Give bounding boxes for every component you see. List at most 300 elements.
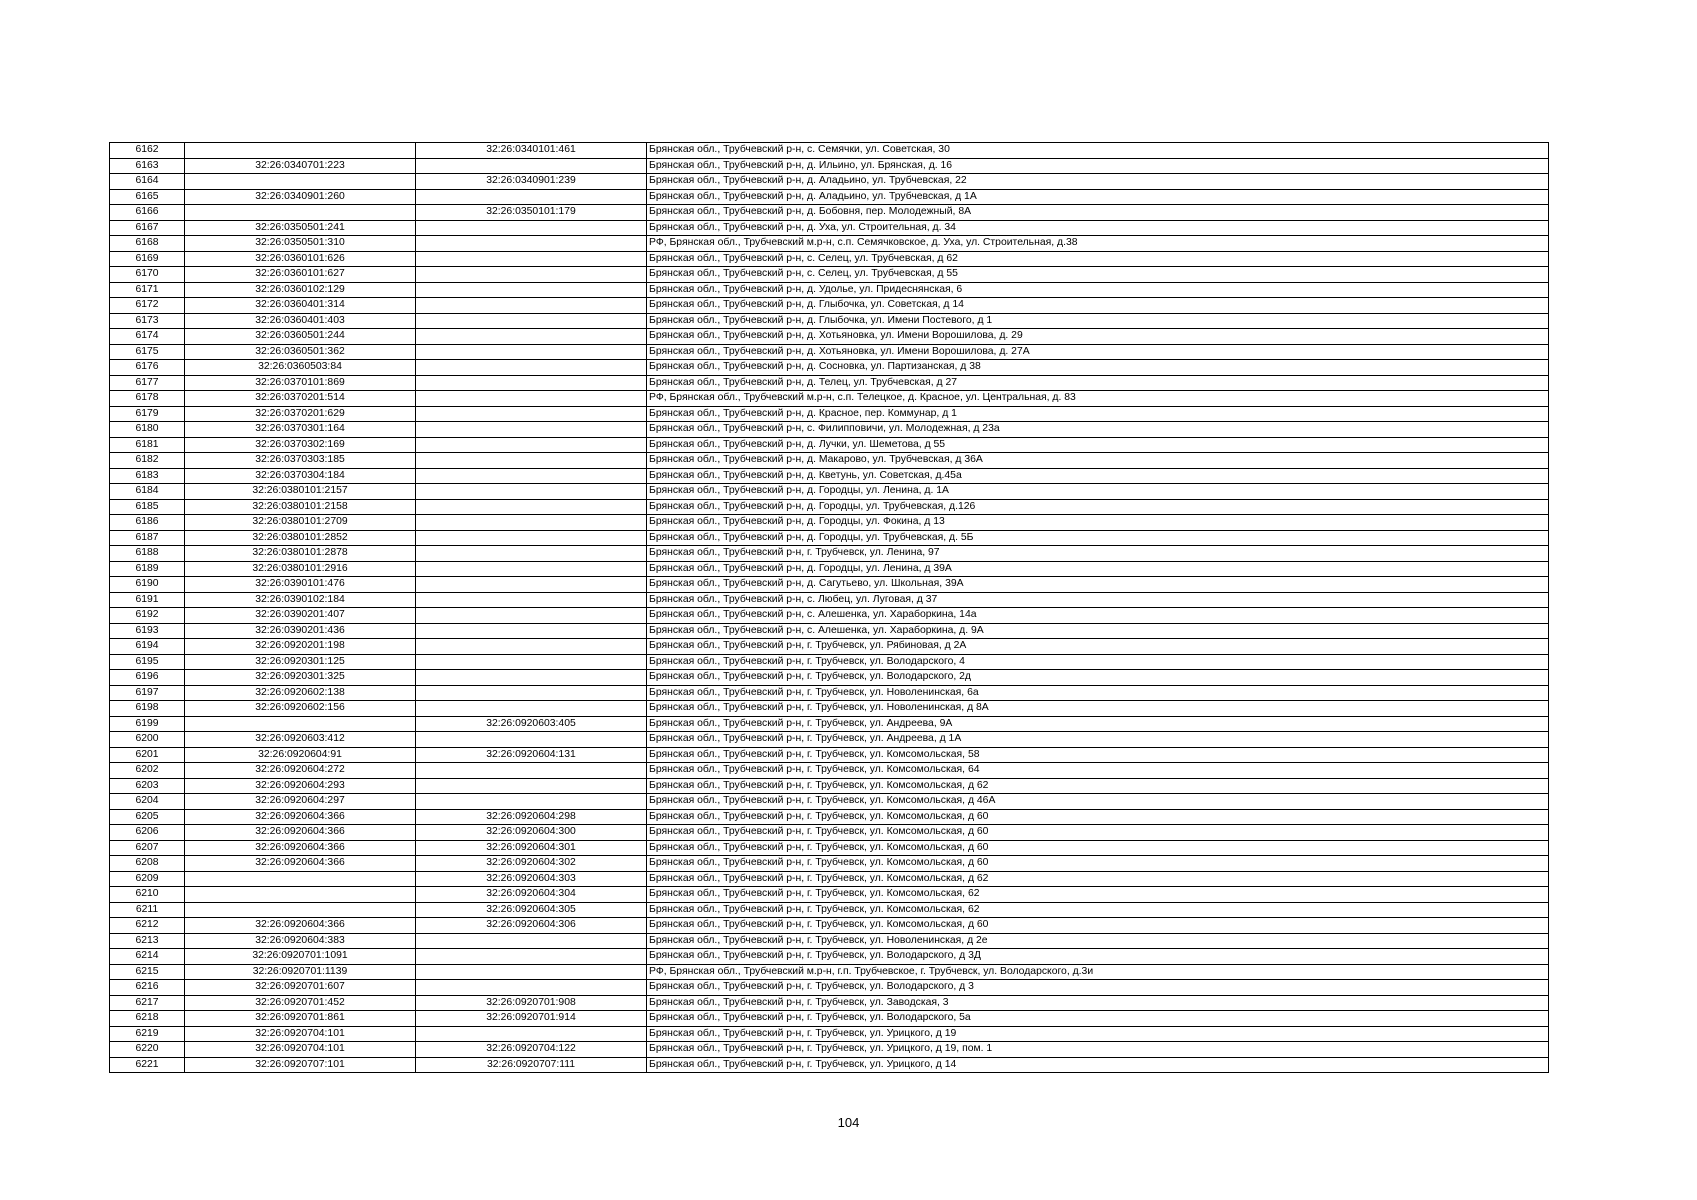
cadastral-number-cell: 32:26:0380101:2158 [185,499,416,515]
row-number-cell: 6169 [110,251,185,267]
cadastral-number-cell: 32:26:0920604:91 [185,747,416,763]
cadastral-number-cell: 32:26:0920604:293 [185,778,416,794]
address-cell: Брянская обл., Трубчевский р-н, г. Трубчевск, ул. Ленина, 97 [647,546,1549,562]
cadastral-number-cell: 32:26:0390201:436 [185,623,416,639]
address-cell: Брянская обл., Трубчевский р-н, д. Аладьино, ул. Трубчевская, д 1А [647,189,1549,205]
cadastral-number-cell: 32:26:0920604:366 [185,856,416,872]
address-cell: Брянская обл., Трубчевский р-н, д. Ильино, ул. Брянская, д. 16 [647,158,1549,174]
address-cell: Брянская обл., Трубчевский р-н, д. Макарово, ул. Трубчевская, д 36А [647,453,1549,469]
cadastral-number-cell: 32:26:0370301:164 [185,422,416,438]
related-cadastral-number-cell: 32:26:0920604:300 [416,825,647,841]
row-number-cell: 6177 [110,375,185,391]
related-cadastral-number-cell [416,158,647,174]
related-cadastral-number-cell [416,515,647,531]
address-cell: Брянская обл., Трубчевский р-н, с. Алешенка, ул. Хараборкина, д. 9А [647,623,1549,639]
table-row [110,949,1549,965]
related-cadastral-number-cell [416,499,647,515]
row-number-cell: 6184 [110,484,185,500]
table-row [110,701,1549,717]
row-number-cell: 6216 [110,980,185,996]
cadastral-number-cell: 32:26:0380101:2157 [185,484,416,500]
address-cell: Брянская обл., Трубчевский р-н, г. Трубчевск, ул. Комсомольская, 64 [647,763,1549,779]
table-row [110,530,1549,546]
related-cadastral-number-cell [416,778,647,794]
table-row [110,515,1549,531]
address-cell: Брянская обл., Трубчевский р-н, с. Семячки, ул. Советская, 30 [647,143,1549,159]
table-row [110,282,1549,298]
cadastral-number-cell: 32:26:0920201:198 [185,639,416,655]
address-cell: Брянская обл., Трубчевский р-н, г. Трубчевск, ул. Заводская, 3 [647,995,1549,1011]
related-cadastral-number-cell [416,313,647,329]
address-cell: Брянская обл., Трубчевский р-н, г. Трубчевск, ул. Комсомольская, д 60 [647,918,1549,934]
cadastral-number-cell: 32:26:0920602:138 [185,685,416,701]
cadastral-number-cell: 32:26:0380101:2709 [185,515,416,531]
cadastral-number-cell: 32:26:0360501:362 [185,344,416,360]
table-row [110,220,1549,236]
address-cell: Брянская обл., Трубчевский р-н, г. Трубчевск, ул. Новоленинская, д 2е [647,933,1549,949]
row-number-cell: 6217 [110,995,185,1011]
address-cell: Брянская обл., Трубчевский р-н, г. Трубчевск, ул. Комсомольская, д 60 [647,840,1549,856]
row-number-cell: 6210 [110,887,185,903]
row-number-cell: 6195 [110,654,185,670]
row-number-cell: 6194 [110,639,185,655]
cadastral-number-cell: 32:26:0920604:272 [185,763,416,779]
row-number-cell: 6209 [110,871,185,887]
table-row [110,453,1549,469]
cadastral-number-cell: 32:26:0360401:403 [185,313,416,329]
address-cell: Брянская обл., Трубчевский р-н, г. Трубчевск, ул. Комсомольская, д 62 [647,778,1549,794]
address-cell: Брянская обл., Трубчевский р-н, д. Хотьяновка, ул. Имени Ворошилова, д. 27А [647,344,1549,360]
address-cell: Брянская обл., Трубчевский р-н, г. Трубчевск, ул. Володарского, 4 [647,654,1549,670]
related-cadastral-number-cell [416,1026,647,1042]
address-cell: Брянская обл., Трубчевский р-н, г. Трубчевск, ул. Комсомольская, д 60 [647,825,1549,841]
address-cell: Брянская обл., Трубчевский р-н, г. Трубчевск, ул. Урицкого, д 19 [647,1026,1549,1042]
row-number-cell: 6203 [110,778,185,794]
related-cadastral-number-cell: 32:26:0350101:179 [416,205,647,221]
address-cell: Брянская обл., Трубчевский р-н, г. Трубчевск, ул. Володарского, 5а [647,1011,1549,1027]
related-cadastral-number-cell: 32:26:0340901:239 [416,174,647,190]
address-cell: Брянская обл., Трубчевский р-н, д. Городцы, ул. Трубчевская, д.126 [647,499,1549,515]
row-number-cell: 6193 [110,623,185,639]
address-cell: Брянская обл., Трубчевский р-н, г. Трубчевск, ул. Урицкого, д 14 [647,1057,1549,1073]
address-cell: Брянская обл., Трубчевский р-н, с. Любец, ул. Луговая, д 37 [647,592,1549,608]
row-number-cell: 6187 [110,530,185,546]
related-cadastral-number-cell [416,561,647,577]
related-cadastral-number-cell [416,654,647,670]
cadastral-number-cell: 32:26:0340701:223 [185,158,416,174]
row-number-cell: 6170 [110,267,185,283]
row-number-cell: 6167 [110,220,185,236]
address-cell: Брянская обл., Трубчевский р-н, г. Трубчевск, ул. Комсомольская, 62 [647,887,1549,903]
table-row [110,437,1549,453]
table-row [110,964,1549,980]
cadastral-number-cell: 32:26:0920701:1091 [185,949,416,965]
related-cadastral-number-cell [416,344,647,360]
table-row [110,391,1549,407]
cadastral-number-cell: 32:26:0360501:244 [185,329,416,345]
address-cell: Брянская обл., Трубчевский р-н, г. Трубчевск, ул. Новоленинская, 6а [647,685,1549,701]
table-row [110,933,1549,949]
address-cell: Брянская обл., Трубчевский р-н, г. Трубчевск, ул. Андреева, д 1А [647,732,1549,748]
address-cell: Брянская обл., Трубчевский р-н, с. Селец, ул. Трубчевская, д 62 [647,251,1549,267]
address-cell: Брянская обл., Трубчевский р-н, г. Трубчевск, ул. Урицкого, д 19, пом. 1 [647,1042,1549,1058]
related-cadastral-number-cell [416,282,647,298]
row-number-cell: 6175 [110,344,185,360]
table-row [110,313,1549,329]
related-cadastral-number-cell: 32:26:0920604:298 [416,809,647,825]
table-row [110,980,1549,996]
cadastral-number-cell: 32:26:0380101:2878 [185,546,416,562]
cadastral-number-cell: 32:26:0920701:607 [185,980,416,996]
address-cell: Брянская обл., Трубчевский р-н, г. Трубчевск, ул. Комсомольская, 58 [647,747,1549,763]
cadastral-number-cell: 32:26:0360401:314 [185,298,416,314]
table-row [110,639,1549,655]
table-row [110,546,1549,562]
table-row [110,747,1549,763]
row-number-cell: 6199 [110,716,185,732]
table-row [110,608,1549,624]
cadastral-number-cell: 32:26:0390201:407 [185,608,416,624]
table-row [110,298,1549,314]
row-number-cell: 6171 [110,282,185,298]
table-row [110,794,1549,810]
address-cell: Брянская обл., Трубчевский р-н, д. Глыбочка, ул. Советская, д 14 [647,298,1549,314]
table-row [110,143,1549,159]
address-cell: Брянская обл., Трубчевский р-н, г. Трубчевск, ул. Комсомольская, 62 [647,902,1549,918]
related-cadastral-number-cell: 32:26:0340101:461 [416,143,647,159]
related-cadastral-number-cell [416,794,647,810]
row-number-cell: 6220 [110,1042,185,1058]
table-row [110,902,1549,918]
row-number-cell: 6197 [110,685,185,701]
registry-table-body [110,143,1549,1073]
cadastral-number-cell: 32:26:0350501:241 [185,220,416,236]
row-number-cell: 6189 [110,561,185,577]
table-row [110,995,1549,1011]
table-row [110,887,1549,903]
cadastral-number-cell [185,902,416,918]
address-cell: Брянская обл., Трубчевский р-н, д. Хотьяновка, ул. Имени Ворошилова, д. 29 [647,329,1549,345]
cadastral-number-cell: 32:26:0370303:185 [185,453,416,469]
registry-table [109,142,1549,1073]
address-cell: Брянская обл., Трубчевский р-н, д. Бобовня, пер. Молодежный, 8А [647,205,1549,221]
cadastral-number-cell: 32:26:0360101:627 [185,267,416,283]
address-cell: Брянская обл., Трубчевский р-н, г. Трубчевск, ул. Комсомольская, д 60 [647,809,1549,825]
related-cadastral-number-cell [416,608,647,624]
related-cadastral-number-cell: 32:26:0920604:131 [416,747,647,763]
related-cadastral-number-cell [416,298,647,314]
address-cell: Брянская обл., Трубчевский р-н, д. Городцы, ул. Ленина, д 39А [647,561,1549,577]
related-cadastral-number-cell: 32:26:0920701:908 [416,995,647,1011]
row-number-cell: 6192 [110,608,185,624]
related-cadastral-number-cell [416,189,647,205]
row-number-cell: 6181 [110,437,185,453]
address-cell: Брянская обл., Трубчевский р-н, д. Уха, ул. Строительная, д. 34 [647,220,1549,236]
address-cell: РФ, Брянская обл., Трубчевский м.р-н, с.п. Телецкое, д. Красное, ул. Центральная, д. 83 [647,391,1549,407]
cadastral-number-cell: 32:26:0350501:310 [185,236,416,252]
table-row [110,484,1549,500]
table-row [110,840,1549,856]
cadastral-number-cell: 32:26:0920704:101 [185,1042,416,1058]
table-row [110,499,1549,515]
cadastral-number-cell [185,205,416,221]
cadastral-number-cell: 32:26:0390102:184 [185,592,416,608]
row-number-cell: 6168 [110,236,185,252]
row-number-cell: 6185 [110,499,185,515]
cadastral-number-cell: 32:26:0920301:125 [185,654,416,670]
related-cadastral-number-cell: 32:26:0920604:305 [416,902,647,918]
address-cell: Брянская обл., Трубчевский р-н, д. Удолье, ул. Придеснянская, 6 [647,282,1549,298]
row-number-cell: 6221 [110,1057,185,1073]
row-number-cell: 6212 [110,918,185,934]
cadastral-number-cell [185,871,416,887]
table-row [110,406,1549,422]
table-row [110,685,1549,701]
cadastral-number-cell: 32:26:0360101:626 [185,251,416,267]
row-number-cell: 6198 [110,701,185,717]
table-row [110,468,1549,484]
address-cell: Брянская обл., Трубчевский р-н, г. Трубчевск, ул. Володарского, д 3 [647,980,1549,996]
related-cadastral-number-cell [416,484,647,500]
cadastral-number-cell: 32:26:0920701:452 [185,995,416,1011]
cadastral-number-cell: 32:26:0920603:412 [185,732,416,748]
row-number-cell: 6213 [110,933,185,949]
related-cadastral-number-cell [416,933,647,949]
cadastral-number-cell [185,716,416,732]
row-number-cell: 6172 [110,298,185,314]
row-number-cell: 6218 [110,1011,185,1027]
cadastral-number-cell [185,174,416,190]
table-row [110,1026,1549,1042]
related-cadastral-number-cell [416,236,647,252]
cadastral-number-cell: 32:26:0920604:366 [185,918,416,934]
related-cadastral-number-cell: 32:26:0920604:301 [416,840,647,856]
table-row [110,856,1549,872]
table-row [110,422,1549,438]
address-cell: Брянская обл., Трубчевский р-н, г. Трубчевск, ул. Андреева, 9А [647,716,1549,732]
address-cell: Брянская обл., Трубчевский р-н, д. Сосновка, ул. Партизанская, д 38 [647,360,1549,376]
row-number-cell: 6188 [110,546,185,562]
table-row [110,623,1549,639]
related-cadastral-number-cell: 32:26:0920704:122 [416,1042,647,1058]
row-number-cell: 6178 [110,391,185,407]
cadastral-number-cell: 32:26:0360503:84 [185,360,416,376]
row-number-cell: 6186 [110,515,185,531]
row-number-cell: 6162 [110,143,185,159]
row-number-cell: 6176 [110,360,185,376]
table-row [110,236,1549,252]
row-number-cell: 6211 [110,902,185,918]
related-cadastral-number-cell [416,546,647,562]
row-number-cell: 6214 [110,949,185,965]
table-row [110,732,1549,748]
cadastral-number-cell: 32:26:0340901:260 [185,189,416,205]
table-row [110,158,1549,174]
table-row [110,267,1549,283]
address-cell: Брянская обл., Трубчевский р-н, д. Телец, ул. Трубчевская, д 27 [647,375,1549,391]
table-row [110,670,1549,686]
related-cadastral-number-cell [416,949,647,965]
table-row [110,251,1549,267]
table-row [110,1042,1549,1058]
table-row [110,375,1549,391]
cadastral-number-cell: 32:26:0370302:169 [185,437,416,453]
address-cell: Брянская обл., Трубчевский р-н, д. Городцы, ул. Ленина, д. 1А [647,484,1549,500]
related-cadastral-number-cell [416,391,647,407]
table-row [110,174,1549,190]
cadastral-number-cell [185,143,416,159]
row-number-cell: 6191 [110,592,185,608]
table-row [110,778,1549,794]
row-number-cell: 6219 [110,1026,185,1042]
address-cell: Брянская обл., Трубчевский р-н, д. Городцы, ул. Фокина, д 13 [647,515,1549,531]
row-number-cell: 6174 [110,329,185,345]
address-cell: Брянская обл., Трубчевский р-н, д. Сагутьево, ул. Школьная, 39А [647,577,1549,593]
address-cell: Брянская обл., Трубчевский р-н, с. Филипповичи, ул. Молодежная, д 23а [647,422,1549,438]
address-cell: Брянская обл., Трубчевский р-н, г. Трубчевск, ул. Комсомольская, д 62 [647,871,1549,887]
cadastral-number-cell: 32:26:0370201:629 [185,406,416,422]
table-row [110,1057,1549,1073]
cadastral-number-cell: 32:26:0380101:2916 [185,561,416,577]
table-row [110,205,1549,221]
table-row [110,809,1549,825]
related-cadastral-number-cell [416,251,647,267]
related-cadastral-number-cell [416,592,647,608]
related-cadastral-number-cell [416,468,647,484]
address-cell: Брянская обл., Трубчевский р-н, г. Трубчевск, ул. Комсомольская, д 60 [647,856,1549,872]
row-number-cell: 6166 [110,205,185,221]
cadastral-number-cell: 32:26:0360102:129 [185,282,416,298]
address-cell: Брянская обл., Трубчевский р-н, г. Трубчевск, ул. Комсомольская, д 46А [647,794,1549,810]
row-number-cell: 6204 [110,794,185,810]
cadastral-number-cell: 32:26:0370304:184 [185,468,416,484]
cadastral-number-cell: 32:26:0920704:101 [185,1026,416,1042]
related-cadastral-number-cell [416,530,647,546]
table-row [110,763,1549,779]
related-cadastral-number-cell [416,577,647,593]
cadastral-number-cell: 32:26:0920604:366 [185,825,416,841]
row-number-cell: 6205 [110,809,185,825]
cadastral-number-cell: 32:26:0920301:325 [185,670,416,686]
row-number-cell: 6183 [110,468,185,484]
row-number-cell: 6163 [110,158,185,174]
related-cadastral-number-cell: 32:26:0920604:302 [416,856,647,872]
cadastral-number-cell: 32:26:0920604:297 [185,794,416,810]
row-number-cell: 6164 [110,174,185,190]
cadastral-number-cell: 32:26:0920602:156 [185,701,416,717]
row-number-cell: 6215 [110,964,185,980]
cadastral-number-cell: 32:26:0380101:2852 [185,530,416,546]
related-cadastral-number-cell [416,685,647,701]
row-number-cell: 6200 [110,732,185,748]
table-row [110,189,1549,205]
address-cell: Брянская обл., Трубчевский р-н, с. Алешенка, ул. Хараборкина, 14а [647,608,1549,624]
related-cadastral-number-cell [416,701,647,717]
row-number-cell: 6196 [110,670,185,686]
cadastral-number-cell: 32:26:0920604:383 [185,933,416,949]
address-cell: Брянская обл., Трубчевский р-н, д. Городцы, ул. Трубчевская, д. 5Б [647,530,1549,546]
cadastral-number-cell: 32:26:0370201:514 [185,391,416,407]
related-cadastral-number-cell [416,453,647,469]
row-number-cell: 6206 [110,825,185,841]
cadastral-number-cell: 32:26:0390101:476 [185,577,416,593]
row-number-cell: 6165 [110,189,185,205]
address-cell: РФ, Брянская обл., Трубчевский м.р-н, с.п. Семячковское, д. Уха, ул. Строительная, д.38 [647,236,1549,252]
related-cadastral-number-cell: 32:26:0920604:303 [416,871,647,887]
table-row [110,918,1549,934]
cadastral-number-cell [185,887,416,903]
table-row [110,577,1549,593]
row-number-cell: 6179 [110,406,185,422]
table-row [110,654,1549,670]
related-cadastral-number-cell: 32:26:0920604:306 [416,918,647,934]
table-row [110,344,1549,360]
related-cadastral-number-cell [416,422,647,438]
related-cadastral-number-cell [416,639,647,655]
row-number-cell: 6173 [110,313,185,329]
address-cell: Брянская обл., Трубчевский р-н, д. Аладьино, ул. Трубчевская, 22 [647,174,1549,190]
related-cadastral-number-cell [416,763,647,779]
cadastral-number-cell: 32:26:0920604:366 [185,809,416,825]
related-cadastral-number-cell [416,964,647,980]
related-cadastral-number-cell [416,980,647,996]
table-row [110,1011,1549,1027]
related-cadastral-number-cell [416,670,647,686]
related-cadastral-number-cell: 32:26:0920603:405 [416,716,647,732]
related-cadastral-number-cell: 32:26:0920707:111 [416,1057,647,1073]
address-cell: Брянская обл., Трубчевский р-н, г. Трубчевск, ул. Новоленинская, д 8А [647,701,1549,717]
address-cell: Брянская обл., Трубчевский р-н, г. Трубчевск, ул. Володарского, д 3Д [647,949,1549,965]
table-row [110,592,1549,608]
table-row [110,825,1549,841]
related-cadastral-number-cell [416,437,647,453]
address-cell: РФ, Брянская обл., Трубчевский м.р-н, г.п. Трубчевское, г. Трубчевск, ул. Володарского, д.3и [647,964,1549,980]
page-number: 104 [837,1115,860,1130]
cadastral-number-cell: 32:26:0920701:1139 [185,964,416,980]
related-cadastral-number-cell [416,406,647,422]
address-cell: Брянская обл., Трубчевский р-н, д. Глыбочка, ул. Имени Постевого, д 1 [647,313,1549,329]
address-cell: Брянская обл., Трубчевский р-н, с. Селец, ул. Трубчевская, д 55 [647,267,1549,283]
row-number-cell: 6207 [110,840,185,856]
address-cell: Брянская обл., Трубчевский р-н, д. Лучки, ул. Шеметова, д 55 [647,437,1549,453]
cadastral-number-cell: 32:26:0920604:366 [185,840,416,856]
address-cell: Брянская обл., Трубчевский р-н, г. Трубчевск, ул. Рябиновая, д 2А [647,639,1549,655]
row-number-cell: 6202 [110,763,185,779]
row-number-cell: 6201 [110,747,185,763]
table-row [110,360,1549,376]
table-row [110,716,1549,732]
row-number-cell: 6190 [110,577,185,593]
row-number-cell: 6208 [110,856,185,872]
related-cadastral-number-cell: 32:26:0920701:914 [416,1011,647,1027]
row-number-cell: 6182 [110,453,185,469]
related-cadastral-number-cell [416,360,647,376]
related-cadastral-number-cell [416,220,647,236]
related-cadastral-number-cell [416,329,647,345]
address-cell: Брянская обл., Трубчевский р-н, д. Красное, пер. Коммунар, д 1 [647,406,1549,422]
related-cadastral-number-cell [416,732,647,748]
table-row [110,329,1549,345]
related-cadastral-number-cell [416,375,647,391]
related-cadastral-number-cell [416,623,647,639]
address-cell: Брянская обл., Трубчевский р-н, д. Кветунь, ул. Советская, д.45а [647,468,1549,484]
table-row [110,561,1549,577]
related-cadastral-number-cell: 32:26:0920604:304 [416,887,647,903]
cadastral-number-cell: 32:26:0920707:101 [185,1057,416,1073]
address-cell: Брянская обл., Трубчевский р-н, г. Трубчевск, ул. Володарского, 2д [647,670,1549,686]
cadastral-number-cell: 32:26:0370101:869 [185,375,416,391]
row-number-cell: 6180 [110,422,185,438]
